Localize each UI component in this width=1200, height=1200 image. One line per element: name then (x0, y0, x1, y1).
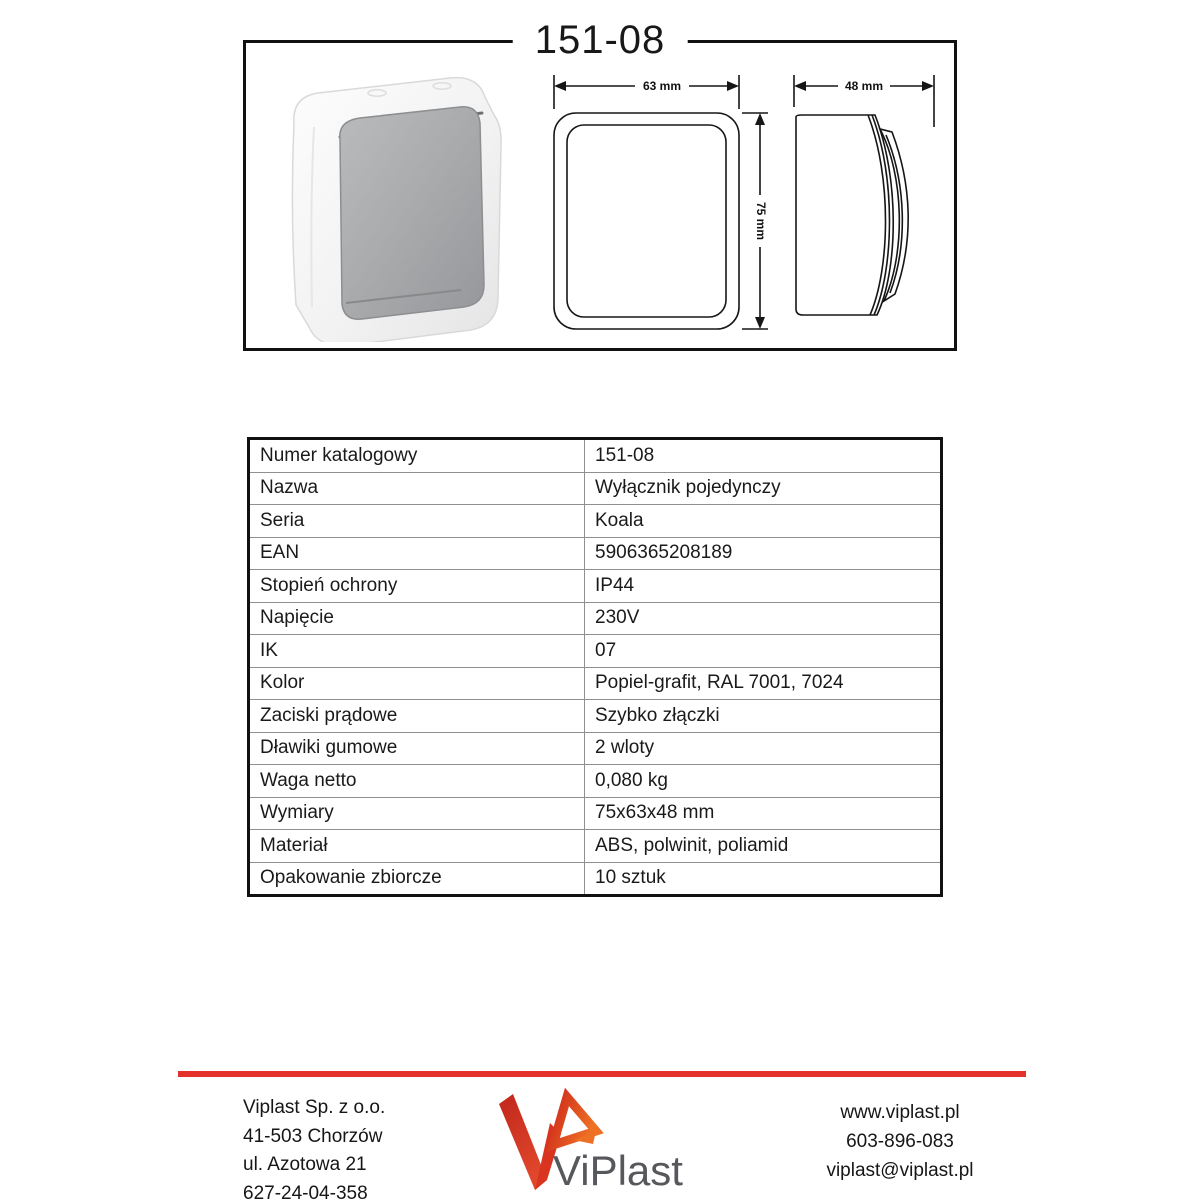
contact-website: www.viplast.pl (840, 1102, 960, 1123)
spec-table-row (249, 570, 942, 603)
spec-table-row (249, 862, 942, 896)
spec-value: 151-08 (585, 439, 942, 473)
spec-table-row (249, 830, 942, 863)
spec-value: 230V (585, 602, 942, 635)
spec-value: 07 (585, 635, 942, 668)
spec-table-row (249, 472, 942, 505)
viplast-logo-text: ViPlast (553, 1147, 683, 1194)
spec-table-row (249, 602, 942, 635)
contact-block (780, 1098, 1020, 1185)
company-street: ul. Azotowa 21 (243, 1154, 367, 1175)
spec-table-row (249, 537, 942, 570)
catalog-number-title: 151-08 (513, 17, 688, 63)
company-phone: 627-24-04-358 (243, 1182, 368, 1200)
spec-value: 10 sztuk (585, 862, 942, 896)
front-width-dimension: 63 mm (642, 79, 682, 93)
spec-label: Materiał (249, 830, 585, 863)
spec-label: EAN (249, 537, 585, 570)
spec-label: Waga netto (249, 765, 585, 798)
spec-value: Wyłącznik pojedynczy (585, 472, 942, 505)
spec-value: 0,080 kg (585, 765, 942, 798)
spec-table-row (249, 700, 942, 733)
company-city: 41-503 Chorzów (243, 1125, 383, 1147)
spec-label: IK (249, 635, 585, 668)
product-photo (252, 57, 532, 342)
spec-value: ABS, polwinit, poliamid (585, 830, 942, 863)
spec-table-row (249, 797, 942, 830)
spec-table-row (249, 667, 942, 700)
spec-value: 75x63x48 mm (585, 797, 942, 830)
side-view-drawing (782, 69, 952, 339)
spec-table-row (249, 439, 942, 473)
contact-phone: 603-896-083 (846, 1131, 954, 1152)
spec-label: Opakowanie zbiorcze (249, 862, 585, 896)
spec-label: Nazwa (249, 472, 585, 505)
spec-table-row (249, 765, 942, 798)
switch-photo-illustration (252, 57, 532, 342)
company-name: Viplast Sp. z o.o. (243, 1097, 386, 1118)
side-depth-dimension: 48 mm (844, 79, 884, 93)
spec-label: Stopień ochrony (249, 570, 585, 603)
spec-value: Koala (585, 505, 942, 538)
spec-label: Napięcie (249, 602, 585, 635)
spec-label: Wymiary (249, 797, 585, 830)
company-address-block (243, 1094, 385, 1200)
front-height-dimension: 75 mm (753, 201, 768, 241)
spec-table (247, 437, 943, 897)
spec-table-row (249, 505, 942, 538)
spec-value: Popiel-grafit, RAL 7001, 7024 (585, 667, 942, 700)
spec-value: 5906365208189 (585, 537, 942, 570)
footer-accent-rule (178, 1071, 1026, 1077)
spec-label: Dławiki gumowe (249, 732, 585, 765)
spec-value: Szybko złączki (585, 700, 942, 733)
spec-label: Kolor (249, 667, 585, 700)
spec-label: Zaciski prądowe (249, 700, 585, 733)
front-view-drawing (542, 69, 782, 339)
spec-value: IP44 (585, 570, 942, 603)
spec-value: 2 wloty (585, 732, 942, 765)
spec-table-row (249, 635, 942, 668)
spec-label: Numer katalogowy (249, 439, 585, 473)
spec-label: Seria (249, 505, 585, 538)
spec-table-row (249, 732, 942, 765)
product-box (243, 18, 957, 351)
contact-email: viplast@viplast.pl (826, 1160, 974, 1181)
